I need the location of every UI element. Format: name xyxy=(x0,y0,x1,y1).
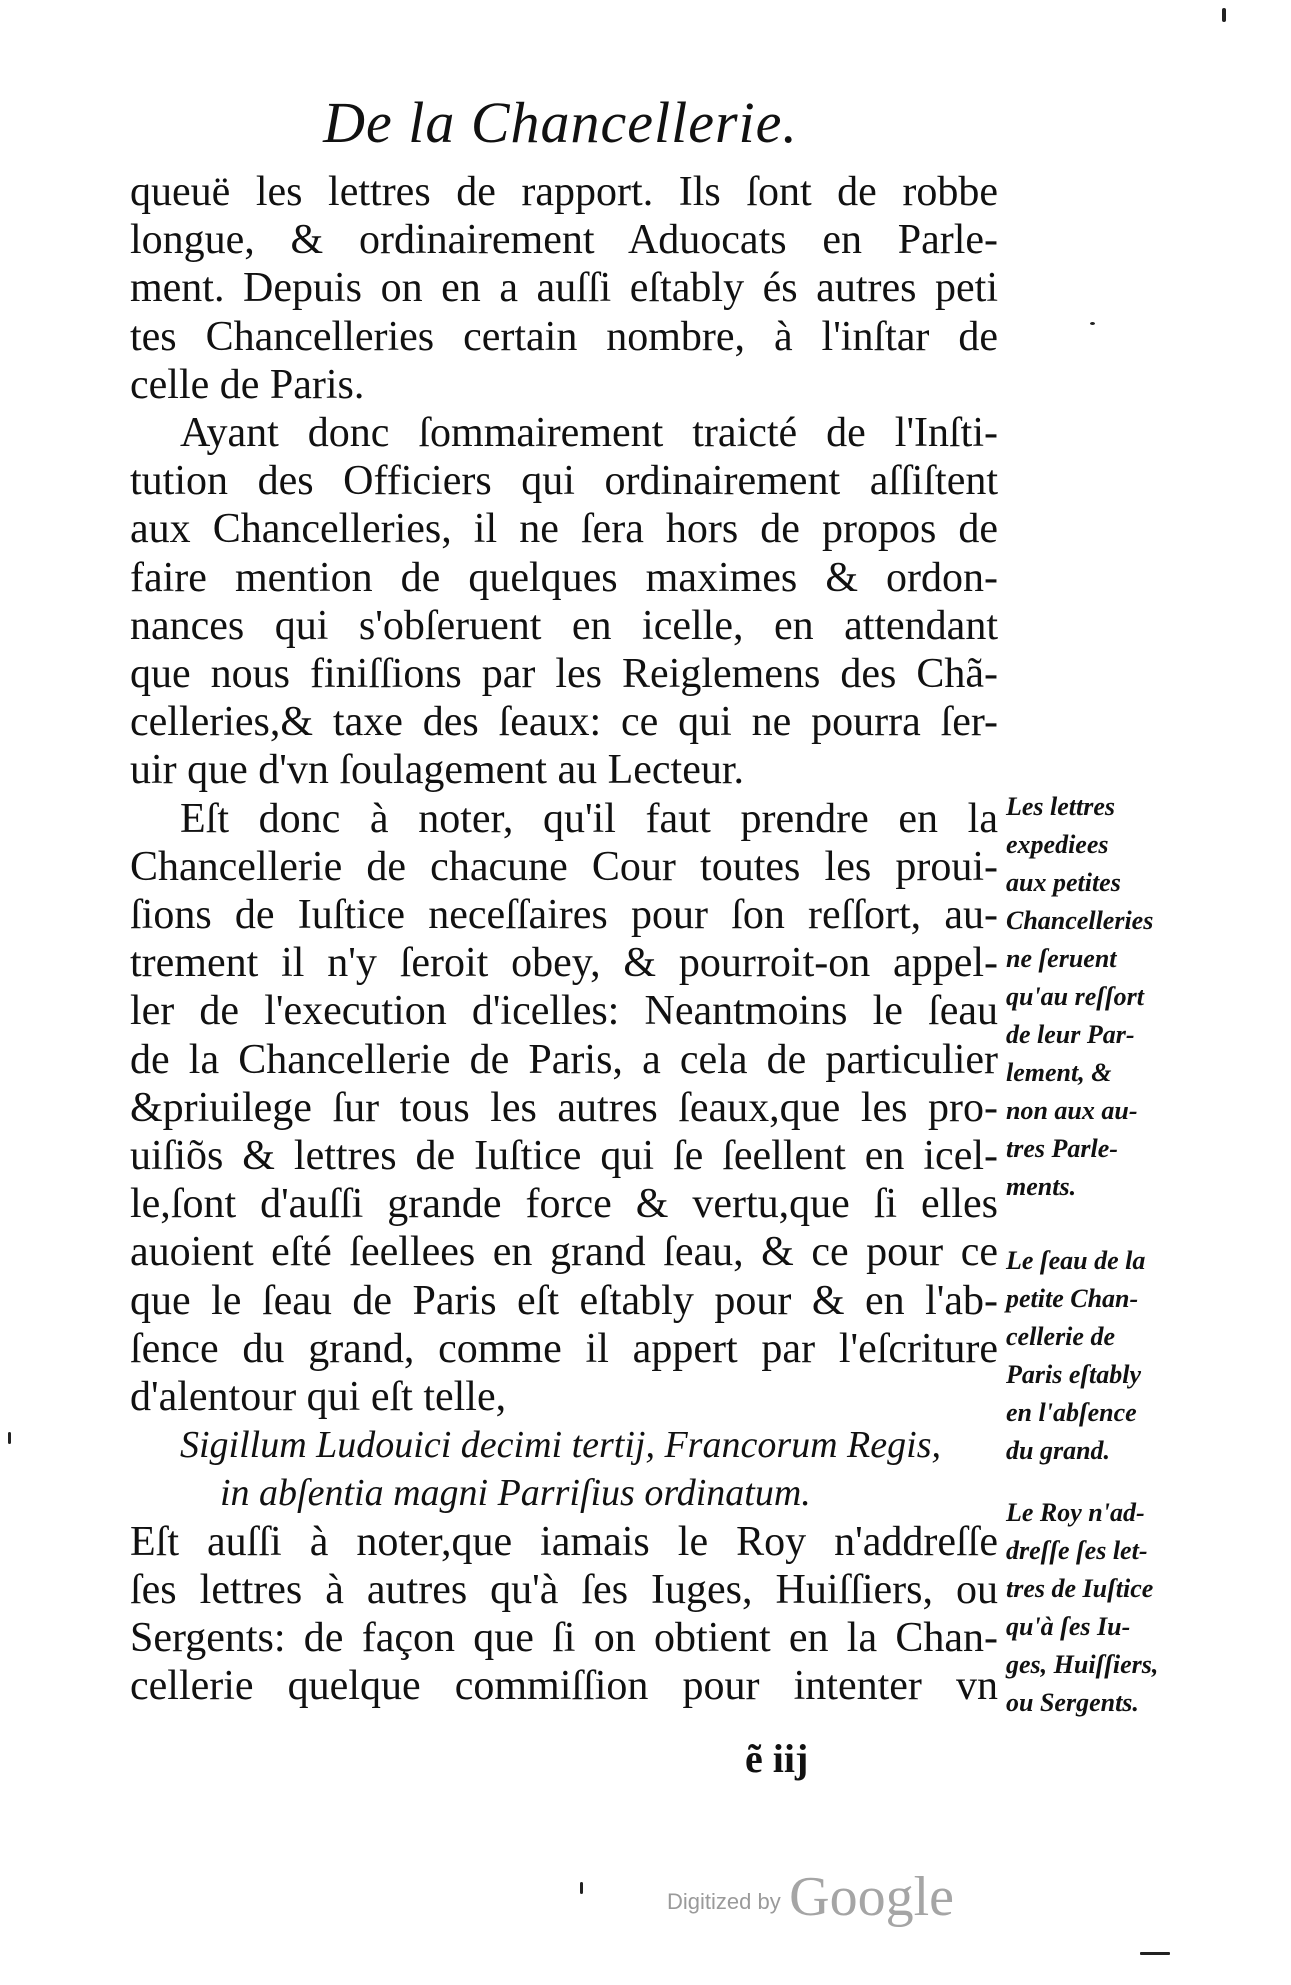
body-text xyxy=(130,168,998,1711)
sidenote-roy-addresse xyxy=(1006,1494,1206,1722)
sidenote-line: en l'abſence xyxy=(1006,1398,1137,1427)
text-line: queuë les lettres de rapport. Ils ſont de robbe xyxy=(130,169,998,215)
text-line: ſes lettres à autres qu'à ſes Iuges, Huiſſiers, ou xyxy=(130,1566,998,1613)
text-line: Ayant donc ſommairement traicté de l'Inſti- xyxy=(180,410,998,457)
text-line: que nous finiſſions par les Reiglemens des Chã- xyxy=(130,651,998,698)
digitized-watermark xyxy=(667,1865,954,1929)
text-line: uir que d'vn ſoulagement au Lecteur. xyxy=(130,747,745,794)
sidenote-line: dreſſe ſes let- xyxy=(1006,1536,1148,1565)
sidenote-line: de leur Par- xyxy=(1006,1020,1135,1049)
ink-speck xyxy=(1140,1952,1170,1955)
text-line: ſence du grand, comme il appert par l'eſcriture xyxy=(130,1325,998,1372)
signature-mark: ẽ iij xyxy=(745,1736,809,1781)
sidenote-line: expediees xyxy=(1006,830,1109,859)
running-head xyxy=(0,88,1291,158)
text-line: ler de l'execution d'icelles: Neantmoins le ſeau xyxy=(130,988,998,1035)
text-line: le,ſont d'auſſi grande force & vertu,que ſi elles xyxy=(130,1181,998,1228)
sidenote-line: ou Sergents. xyxy=(1006,1688,1139,1717)
sidenote-line: qu'à ſes Iu- xyxy=(1006,1612,1131,1641)
text-line: Sigillum Ludouici decimi tertij, Francorum Regis, xyxy=(180,1424,941,1467)
sidenote-line: tres Parle- xyxy=(1006,1134,1118,1163)
text-line: celle de Paris. xyxy=(130,361,365,408)
ink-speck xyxy=(8,1432,11,1444)
text-line: Eſt donc à noter, qu'il faut prendre en la xyxy=(180,795,998,842)
sidenote-line: qu'au reſſort xyxy=(1006,982,1144,1011)
text-line: Eſt auſſi à noter,que iamais le Roy n'addreſſe xyxy=(130,1518,998,1565)
sidenote-line: cellerie de xyxy=(1006,1322,1115,1351)
text-line: auoient eſté ſeellees en grand ſeau, & ce pour ce xyxy=(130,1229,998,1276)
sidenote-line: lement, & xyxy=(1006,1058,1112,1087)
text-line: tution des Officiers qui ordinairement aſſiſtent xyxy=(130,458,998,505)
text-line: Chancellerie de chacune Cour toutes les proui- xyxy=(130,843,998,890)
text-line: Sergents: de façon que ſi on obtient en la Chan- xyxy=(130,1615,998,1662)
text-line: cellerie quelque commiſſion pour intenter vn xyxy=(130,1663,998,1710)
sidenote-line: ne ſeruent xyxy=(1006,944,1117,973)
text-line: d'alentour qui eſt telle, xyxy=(130,1374,507,1421)
text-line: de la Chancellerie de Paris, a cela de particulier xyxy=(130,1036,998,1083)
text-line: aux Chancelleries, il ne ſera hors de propos de xyxy=(130,506,998,553)
watermark-brand: Google xyxy=(789,1866,955,1928)
sidenote-line: Paris eſtably xyxy=(1006,1360,1142,1389)
text-line: ſions de Iuſtice neceſſaires pour ſon reſſort, au- xyxy=(130,892,998,939)
text-line: que le ſeau de Paris eſt eſtably pour & en l'ab- xyxy=(130,1277,998,1324)
ink-speck xyxy=(1090,322,1095,325)
sidenote-line: non aux au- xyxy=(1006,1096,1138,1125)
sidenote-line: petite Chan- xyxy=(1006,1284,1139,1313)
sidenote-line: Le ſeau de la xyxy=(1006,1246,1146,1275)
text-line: nances qui s'obſeruent en icelle, en attendant xyxy=(130,602,998,649)
sidenote-line: ges, Huiſſiers, xyxy=(1006,1650,1159,1679)
running-head-text: De la Chancellerie. xyxy=(323,90,798,155)
sidenote-lettres-expediees xyxy=(1006,788,1206,1206)
sidenote-line: Chancelleries xyxy=(1006,906,1154,935)
text-line: trement il n'y ſeroit obey, & pourroit-on appel- xyxy=(130,940,998,987)
sidenote-line: du grand. xyxy=(1006,1436,1111,1465)
watermark-prefix: Digitized by xyxy=(667,1889,781,1914)
text-line: uiſiõs & lettres de Iuſtice qui ſe ſeellent en icel- xyxy=(130,1133,998,1180)
ink-speck xyxy=(1222,8,1226,22)
text-line: faire mention de quelques maximes & ordon- xyxy=(130,554,998,601)
text-line: tes Chancelleries certain nombre, à l'inſtar de xyxy=(130,313,998,360)
sidenote-line: ments. xyxy=(1006,1172,1077,1201)
sidenote-seau-petite-chancellerie xyxy=(1006,1242,1206,1470)
text-line: longue, & ordinairement Aduocats en Parle- xyxy=(130,217,998,264)
text-line: ment. Depuis on en a auſſi eſtably és autres peti xyxy=(130,265,998,312)
text-line: &priuilege ſur tous les autres ſeaux,que les pro- xyxy=(130,1084,998,1131)
text-line: in abſentia magni Parriſius ordinatum. xyxy=(220,1472,811,1515)
sidenote-line: Les lettres xyxy=(1006,792,1116,821)
ink-speck xyxy=(580,1882,583,1894)
sidenote-line: tres de Iuſtice xyxy=(1006,1574,1154,1603)
sidenote-line: Le Roy n'ad- xyxy=(1006,1498,1145,1527)
sidenote-line: aux petites xyxy=(1006,868,1121,897)
text-line: celleries,& taxe des ſeaux: ce qui ne pourra ſer- xyxy=(130,699,998,746)
